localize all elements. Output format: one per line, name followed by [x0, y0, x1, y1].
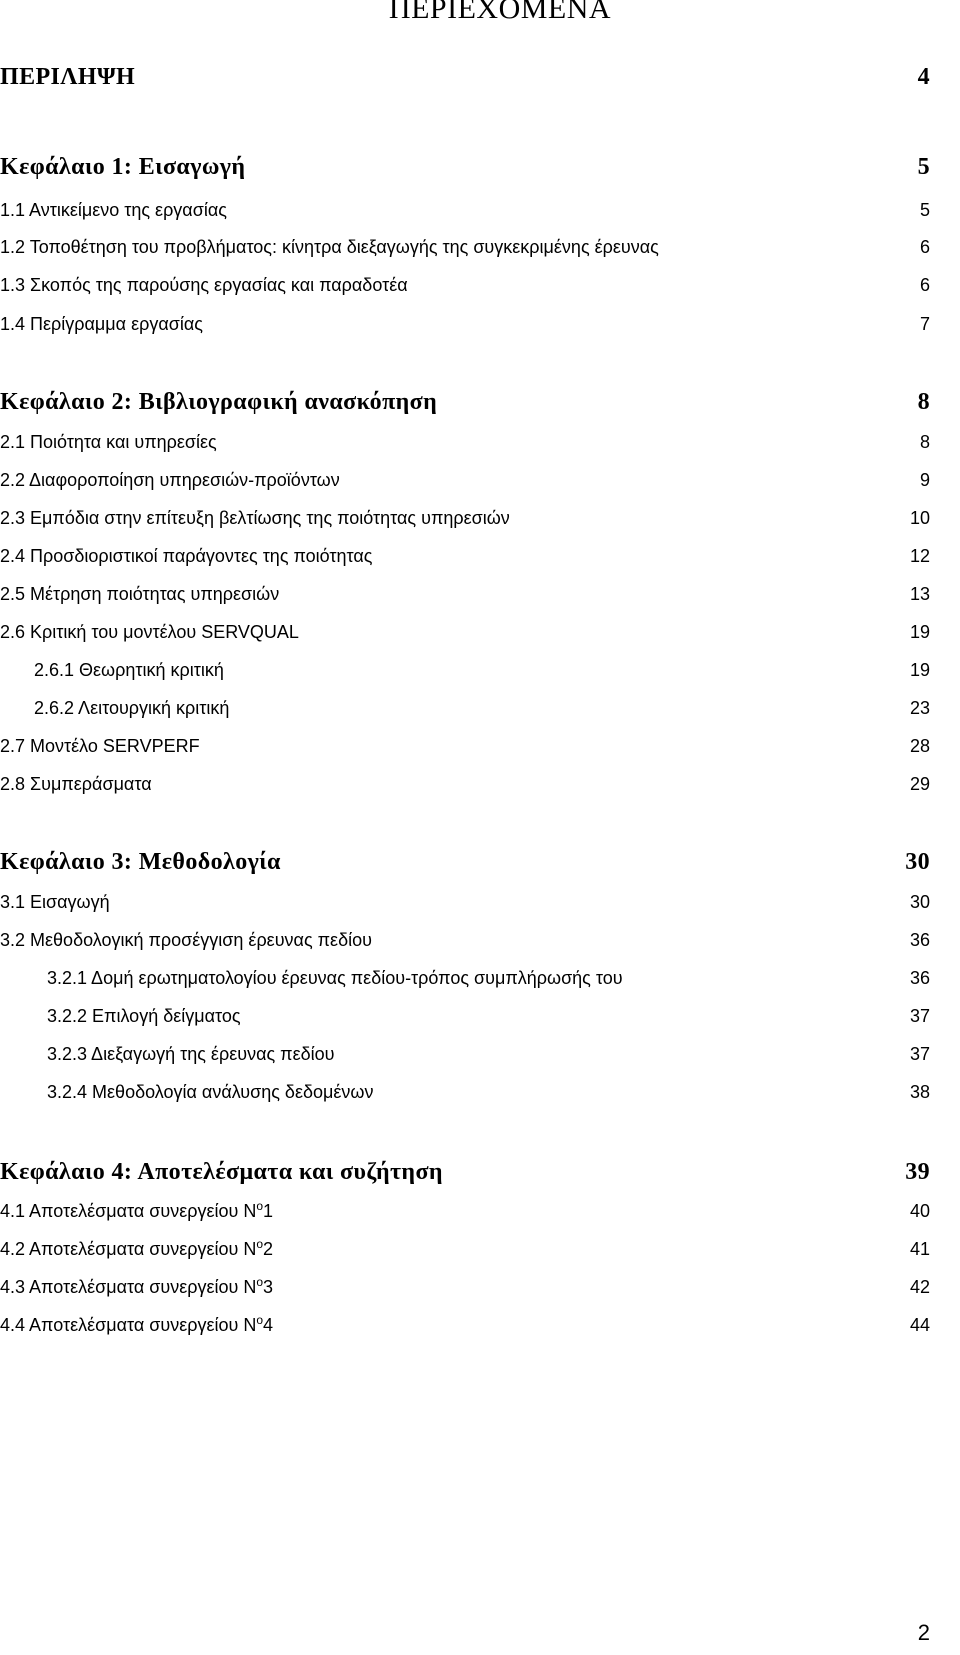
toc-label: 1.4 Περίγραμμα εργασίας [0, 314, 203, 334]
toc-label: Κεφάλαιο 1: Εισαγωγή [0, 154, 246, 180]
toc-entry-2-2 [0, 470, 960, 500]
toc-page-number: 37 [909, 1044, 930, 1064]
toc-label: 3.2 Μεθοδολογική προσέγγιση έρευνας πεδίου [0, 930, 372, 950]
toc-label: 4.2 Αποτελέσματα συνεργείου $N^o2$ [0, 1237, 274, 1259]
toc-entry-1-4 [0, 314, 960, 344]
toc-entry-4-1 [0, 1201, 960, 1231]
toc-page-number: 44 [909, 1315, 930, 1335]
toc-page-number: 4 [917, 64, 930, 90]
toc-entry-3-2-2 [0, 1006, 960, 1036]
toc-chapter-1 [0, 154, 960, 184]
toc-label: Κεφάλαιο 2: Βιβλιογραφική ανασκόπηση [0, 389, 438, 415]
toc-page-number: 28 [909, 736, 930, 756]
toc-label: 4.3 Αποτελέσματα συνεργείου $N^o3$ [0, 1275, 274, 1297]
toc-label: 2.3 Εμπόδια στην επίτευξη βελτίωσης της ποιότητας υπηρεσιών [0, 508, 510, 528]
toc-page-number: 8 [919, 432, 930, 452]
toc-page-number: 19 [909, 660, 930, 680]
toc-entry-3-2-4 [0, 1082, 960, 1112]
toc-label: 2.5 Μέτρηση ποιότητας υπηρεσιών [0, 584, 280, 604]
toc-page-number: 42 [909, 1277, 930, 1297]
toc-entry-2-6-2 [0, 698, 960, 728]
toc-entry-2-5 [0, 584, 960, 614]
toc-entry-1-2 [0, 237, 960, 267]
toc-entry-1-3 [0, 275, 960, 305]
toc-page-number: 13 [909, 584, 930, 604]
toc-entry-2-6 [0, 622, 960, 652]
toc-entry-3-1 [0, 892, 960, 922]
toc-entry-summary [0, 64, 960, 94]
toc-entry-2-1 [0, 432, 960, 462]
toc-label: 1.3 Σκοπός της παρούσης εργασίας και παραδοτέα [0, 275, 408, 295]
toc-label: 3.2.3 Διεξαγωγή της έρευνας πεδίου [47, 1044, 335, 1064]
toc-page-number: 30 [905, 849, 930, 875]
toc-page-number: 12 [909, 546, 930, 566]
toc-page-number: 6 [919, 237, 930, 257]
toc-page-number: 6 [919, 275, 930, 295]
toc-label: Κεφάλαιο 4: Αποτελέσματα και συζήτηση [0, 1159, 443, 1185]
toc-page-number: 36 [909, 930, 930, 950]
toc-entry-3-2 [0, 930, 960, 960]
toc-label: 2.6.1 Θεωρητική κριτική [34, 660, 224, 680]
toc-label: 2.4 Προσδιοριστικοί παράγοντες της ποιότητας [0, 546, 373, 566]
toc-page-number: 9 [919, 470, 930, 490]
toc-entry-4-4 [0, 1315, 960, 1345]
toc-label: 3.1 Εισαγωγή [0, 892, 110, 912]
toc-label: 1.2 Τοποθέτηση του προβλήματος: κίνητρα διεξαγωγής της συγκεκριμένης έρευνας [0, 237, 659, 257]
toc-entry-4-3 [0, 1277, 960, 1307]
toc-label: 3.2.2 Επιλογή δείγματος [47, 1006, 241, 1026]
toc-chapter-3 [0, 849, 960, 879]
page-number: 2 [917, 1620, 930, 1645]
toc-entry-3-2-3 [0, 1044, 960, 1074]
toc-chapter-2 [0, 389, 960, 419]
toc-page-number: 5 [919, 200, 930, 220]
toc-entry-2-8 [0, 774, 960, 804]
toc-label: 2.8 Συμπεράσματα [0, 774, 152, 794]
toc-label: Κεφάλαιο 3: Μεθοδολογία [0, 849, 281, 875]
toc-label: 3.2.1 Δομή ερωτηματολογίου έρευνας πεδίου-τρόπος συμπλήρωσής του [47, 968, 623, 988]
toc-label: 4.1 Αποτελέσματα συνεργείου $N^o1$ [0, 1199, 274, 1221]
toc-label: 1.1 Αντικείμενο της εργασίας [0, 200, 227, 220]
toc-page-number: 38 [909, 1082, 930, 1102]
toc-entry-2-4 [0, 546, 960, 576]
toc-page-number: 36 [909, 968, 930, 988]
toc-page-number: 29 [909, 774, 930, 794]
toc-label: 2.2 Διαφοροποίηση υπηρεσιών-προϊόντων [0, 470, 340, 490]
toc-label: 4.4 Αποτελέσματα συνεργείου $N^o4$ [0, 1313, 274, 1335]
toc-page-number: 7 [919, 314, 930, 334]
toc-label: ΠΕΡΙΛΗΨΗ [0, 64, 136, 90]
toc-chapter-4 [0, 1159, 960, 1189]
toc-entry-2-7 [0, 736, 960, 766]
toc-entry-2-3 [0, 508, 960, 538]
toc-entry-2-6-1 [0, 660, 960, 690]
toc-label: 2.6 Κριτική του μοντέλου SERVQUAL [0, 622, 299, 642]
toc-label: 2.1 Ποιότητα και υπηρεσίες [0, 432, 217, 452]
toc-page-number: 23 [909, 698, 930, 718]
toc-page-number: 40 [909, 1201, 930, 1221]
toc-label: 2.6.2 Λειτουργική κριτική [34, 698, 230, 718]
toc-page-number: 30 [909, 892, 930, 912]
toc-entry-3-2-1 [0, 968, 960, 998]
toc-page-number: 5 [917, 154, 930, 180]
toc-page-number: 10 [909, 508, 930, 528]
toc-entry-1-1 [0, 200, 960, 230]
toc-label: 3.2.4 Μεθοδολογία ανάλυσης δεδομένων [47, 1082, 374, 1102]
toc-entry-4-2 [0, 1239, 960, 1269]
toc-page-number: 41 [909, 1239, 930, 1259]
toc-page-number: 8 [917, 389, 930, 415]
toc-label: 2.7 Μοντέλο SERVPERF [0, 736, 200, 756]
toc-page-number: 37 [909, 1006, 930, 1026]
toc-page-number: 19 [909, 622, 930, 642]
page-title: ΠΕΡΙΕΧΟΜΕΝΑ [388, 0, 612, 25]
toc-page-number: 39 [905, 1159, 930, 1185]
